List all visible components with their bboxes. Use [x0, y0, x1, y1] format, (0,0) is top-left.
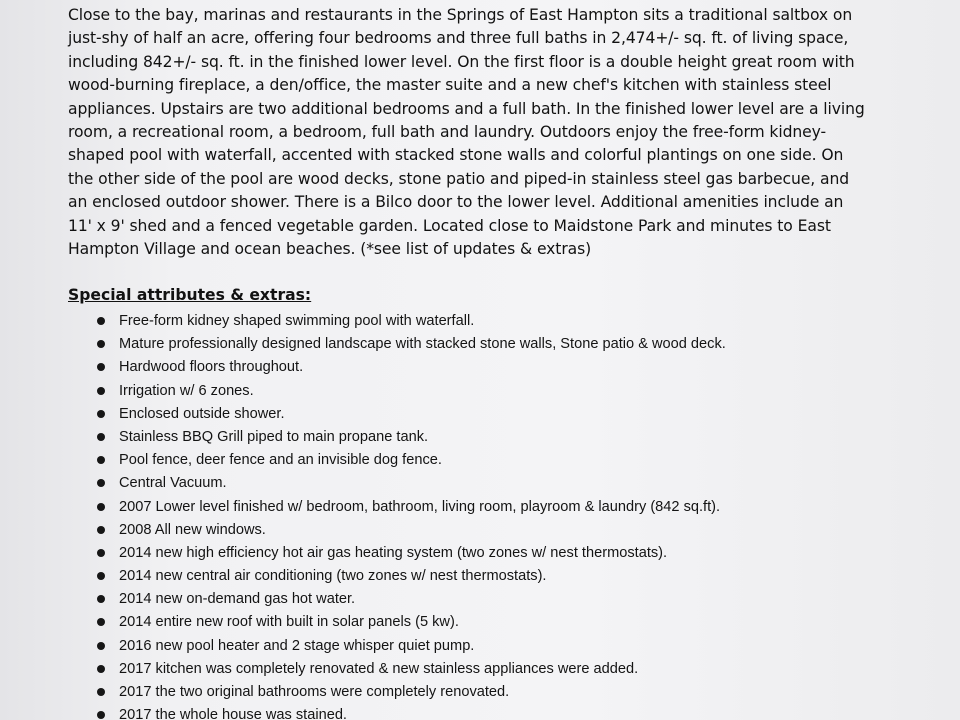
list-item-text: Stainless BBQ Grill piped to main propane tank. [119, 428, 429, 445]
bullet-icon [97, 456, 105, 464]
list-item [0, 356, 726, 379]
list-item [0, 449, 726, 472]
list-item-text: Hardwood floors throughout. [119, 359, 304, 376]
list-item [0, 681, 726, 704]
bullet-icon [97, 642, 105, 650]
list-item [0, 635, 726, 658]
bullet-icon [97, 595, 105, 603]
list-item-text: 2017 the whole house was stained. [119, 707, 347, 720]
list-item [0, 588, 726, 611]
list-item-text: 2014 new on-demand gas hot water. [119, 591, 356, 608]
bullet-icon [97, 317, 105, 325]
bullet-icon [97, 572, 105, 580]
property-description [68, 4, 948, 261]
description-line: room, a recreational room, a bedroom, full bath and laundry. Outdoors enjoy the free-form kidney- [68, 123, 827, 142]
list-item-text: 2014 new central air conditioning (two zones w/ nest thermostats). [119, 568, 547, 585]
description-line: Close to the bay, marinas and restaurants in the Springs of East Hampton sits a traditional saltbox on [68, 6, 853, 24]
description-line: the other side of the pool are wood decks, stone patio and piped-in stainless steel gas barbecue, and [68, 169, 850, 188]
bullet-icon [97, 503, 105, 511]
bullet-icon [97, 410, 105, 418]
list-item-text: 2014 new high efficiency hot air gas heating system (two zones w/ nest thermostats). [119, 544, 668, 561]
list-item-text: 2014 entire new roof with built in solar panels (5 kw). [119, 614, 459, 631]
bullet-icon [97, 618, 105, 626]
list-item-text: 2017 kitchen was completely renovated & new stainless appliances were added. [119, 660, 639, 677]
list-item-text: 2008 All new windows. [119, 521, 266, 538]
list-item [0, 704, 726, 720]
bullet-icon [97, 387, 105, 395]
bullet-icon [97, 665, 105, 673]
list-item-text: Enclosed outside shower. [119, 405, 285, 422]
description-line: shaped pool with waterfall, accented with stacked stone walls and colorful plantings on one side. On [68, 146, 844, 165]
description-line: 11' x 9' shed and a fenced vegetable garden. Located close to Maidstone Park and minutes to East [68, 216, 831, 235]
list-item-text: 2016 new pool heater and 2 stage whisper quiet pump. [119, 637, 475, 654]
list-item-text: 2007 Lower level finished w/ bedroom, bathroom, living room, playroom & laundry (842 sq.ft). [119, 498, 721, 515]
list-item-text: Free-form kidney shaped swimming pool with waterfall. [119, 313, 475, 329]
bullet-icon [97, 340, 105, 348]
bullet-icon [97, 688, 105, 696]
bullet-icon [97, 711, 105, 719]
list-item-text: Central Vacuum. [119, 475, 227, 492]
list-item [0, 611, 726, 634]
list-item [0, 310, 726, 333]
list-item [0, 565, 726, 588]
extras-list [0, 310, 726, 720]
bullet-icon [97, 363, 105, 371]
description-line: Hampton Village and ocean beaches. (*see list of updates & extras) [68, 240, 592, 259]
list-item [0, 380, 726, 403]
list-item-text: Mature professionally designed landscape with stacked stone walls, Stone patio & wood deck. [119, 336, 726, 353]
description-line: an enclosed outdoor shower. There is a Bilco door to the lower level. Additional amenities include an [68, 193, 844, 212]
bullet-icon [97, 549, 105, 557]
list-item [0, 496, 726, 519]
bullet-icon [97, 479, 105, 487]
list-item-text: Irrigation w/ 6 zones. [119, 382, 254, 399]
description-line: wood-burning fireplace, a den/office, the master suite and a new chef's kitchen with stainless steel [68, 76, 832, 95]
description-line: appliances. Upstairs are two additional bedrooms and a full bath. In the finished lower level are a living [68, 99, 865, 118]
list-item [0, 472, 726, 495]
bullet-icon [97, 526, 105, 534]
list-item [0, 658, 726, 681]
extras-heading: Special attributes & extras: [68, 286, 312, 304]
description-line: just-shy of half an acre, offering four bedrooms and three full baths in 2,474+/- sq. ft. of living space, [68, 29, 849, 48]
list-item-text: 2017 the two original bathrooms were completely renovated. [119, 684, 510, 700]
list-item [0, 333, 726, 356]
bullet-icon [97, 433, 105, 441]
list-item [0, 542, 726, 565]
list-item [0, 403, 726, 426]
list-item-text: Pool fence, deer fence and an invisible dog fence. [119, 452, 442, 469]
list-item [0, 519, 726, 542]
list-item [0, 426, 726, 449]
description-line: including 842+/- sq. ft. in the finished lower level. On the first floor is a double height great room with [68, 52, 855, 71]
